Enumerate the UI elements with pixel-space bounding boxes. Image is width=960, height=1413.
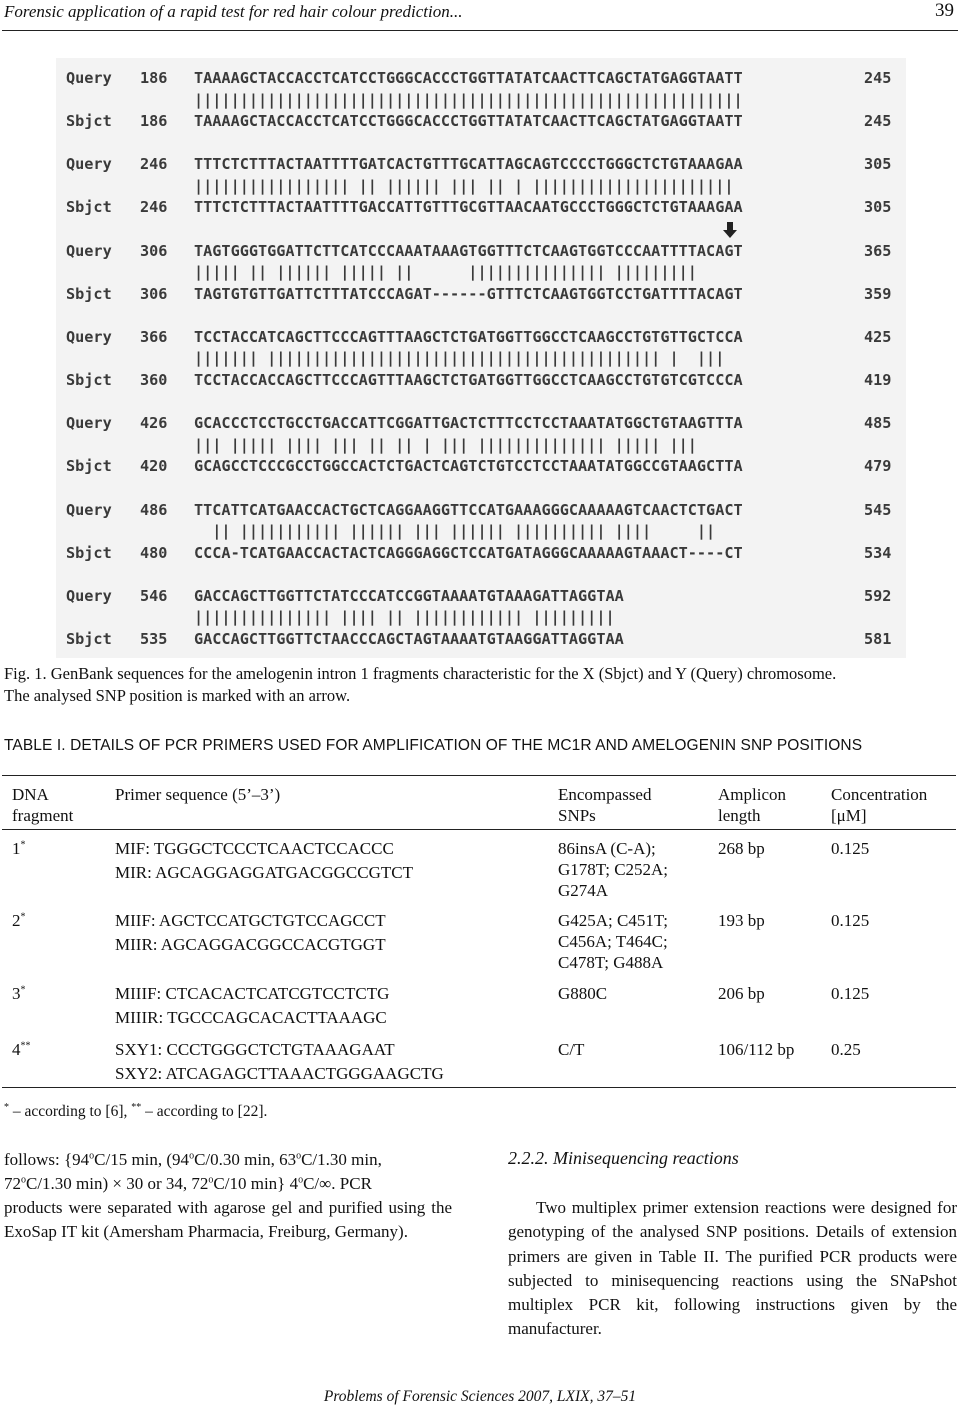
subject-label: Sbjct (66, 112, 112, 130)
header-rule (2, 30, 958, 31)
subject-label: Sbjct (66, 543, 112, 562)
match-bars: || ||||||||||| |||||| ||| |||||| |||||||||| |||| || (194, 522, 716, 540)
query-label: Query (66, 69, 112, 87)
footnote-mark-2: ** (131, 1101, 142, 1113)
query-end: 592 (864, 586, 892, 605)
header-conc-line-2: [μM] (831, 806, 867, 825)
cell-snps (558, 910, 668, 973)
query-sequence: TTTCTCTTTACTAATTTTGATCACTGTTTGCATTAGCAGTCCCCTGGGCTCTGTAAAGAA (194, 155, 743, 174)
query-sequence: TCCTACCATCAGCTTCCCAGTTTAAGCTCTGATGGTTGGCCTCAAGCCTGTGTTGCTCCA (194, 327, 743, 346)
snp-arrow-icon (723, 222, 737, 238)
match-bars: ||||||||||||||||| || |||||| ||| || | |||||||||||||||||||||| (194, 176, 734, 195)
cell-snps (558, 1039, 584, 1060)
query-sequence: GACCAGCTTGGTTCTATCCCATCCGGTAAAATGTAAAGATTAGGTAA (194, 586, 624, 605)
match-bars: ||||| || |||||| ||||| || ||||||||||||||| ||||||||| (194, 263, 697, 282)
subject-end: 359 (864, 284, 892, 303)
subject-sequence: CCCA-TCATGAACCACTACTCAGGGAGGCTCCATGATAGGGCAAAAAGTAAACT----CT (194, 543, 743, 562)
query-end: 425 (864, 327, 892, 346)
match-bars: |||||||||||||||||||||||||||||||||||||||||||||||||||||||||||| (194, 90, 743, 109)
cell-primers (115, 1039, 444, 1087)
query-start: 426 (140, 414, 168, 433)
subject-sequence: TCCTACCACCAGCTTCCCAGTTTAAGCTCTGATGGTTGGCCTCAAGCCTGTGTCGTCCCA (194, 370, 743, 389)
query-label: Query (66, 414, 112, 433)
cell-snps (558, 838, 668, 901)
alignment-figure (56, 58, 906, 658)
footnote-text-2: – according to [22]. (141, 1103, 268, 1120)
cell-concentration: 0.25 (831, 1040, 861, 1059)
snp-entry: C478T; G488A (558, 953, 664, 972)
snp-entry: G880C (558, 984, 608, 1003)
subject-label: Sbjct (66, 629, 112, 648)
subject-sequence: GCAGCCTCCCGCCTGGCCACTCTGACTCAGTCTGTCCTCCTAAATATGGCCGTAAGCTTA (194, 457, 743, 476)
table-bottom-rule (2, 1087, 956, 1088)
primer-sequence: SXY1: CCCTGGGCTCTGTAAAGAAT (115, 1040, 395, 1059)
query-end: 485 (864, 414, 892, 433)
primer-sequence: MIIF: AGCTCCATGCTGTCCAGCCT (115, 911, 386, 930)
query-end: 545 (864, 500, 892, 519)
header-amplicon-line-2: length (718, 806, 761, 825)
pcr-conditions-line-1: follows: {94$^o$C/15 min, (94$^o$C/0.30 min, 63$^o$C/1.30 min, (4, 1150, 382, 1169)
header-snps-line-2: SNPs (558, 806, 596, 825)
figure-caption (4, 663, 959, 707)
query-sequence: TTCATTCATGAACCACTGCTCAGGAAGGTTCCATGAAAGGGCAAAAAGTCAACTCTGACT (194, 500, 743, 519)
query-start: 546 (140, 586, 168, 605)
cell-concentration: 0.125 (831, 839, 870, 858)
query-end: 245 (864, 69, 892, 87)
header-snps-line-1: Encompassed (558, 785, 652, 804)
subject-end: 534 (864, 543, 892, 562)
cell-concentration: 0.125 (831, 911, 870, 930)
subject-end: 581 (864, 629, 892, 648)
snp-entry: G178T; C252A; (558, 860, 669, 879)
header-conc-line-1: Concentration (831, 785, 928, 804)
cell-amplicon: 106/112 bp (718, 1040, 795, 1059)
query-start: 306 (140, 241, 168, 260)
query-sequence: GCACCCTCCTGCCTGACCATTCGGATTGACTCTTTCCTCCTAAATATGGCTGTAAGTTTA (194, 414, 743, 433)
subject-end: 245 (864, 112, 892, 130)
section-heading: 2.2.2. Minisequencing reactions (508, 1148, 739, 1168)
figure-caption-line-1: Fig. 1. GenBank sequences for the amelogenin intron 1 fragments characteristic for the X (Sbjct) and Y (Query) chromosome. (4, 664, 837, 683)
left-column-text (4, 1148, 452, 1244)
query-end: 305 (864, 155, 892, 174)
query-label: Query (66, 327, 112, 346)
primer-sequence: MIIIF: CTCACACTCATCGTCCTCTG (115, 984, 390, 1003)
subject-start: 480 (140, 543, 168, 562)
subject-start: 246 (140, 198, 168, 217)
cell-primers (115, 910, 386, 958)
query-sequence: TAAAAGCTACCACCTCATCCTGGGCACCCTGGTTATATCAACTTCAGCTATGAGGTAATT (194, 69, 743, 87)
cell-fragment: 4** (12, 1040, 31, 1059)
cell-amplicon: 268 bp (718, 839, 765, 858)
cell-fragment: 3* (12, 984, 26, 1003)
subject-start: 420 (140, 457, 168, 476)
subject-start: 535 (140, 629, 168, 648)
cell-amplicon: 193 bp (718, 911, 765, 930)
match-bars: ||||||| ||||||||||||||||||||||||||||||||||||||||||| | ||| (194, 349, 725, 368)
query-label: Query (66, 586, 112, 605)
cell-concentration: 0.125 (831, 984, 870, 1003)
table-footnote (4, 1103, 267, 1121)
header-amplicon-line-1: Amplicon (718, 785, 786, 804)
cell-amplicon: 206 bp (718, 984, 765, 1003)
snp-entry: C/T (558, 1040, 585, 1059)
header-fragment-line-1: DNA (12, 785, 49, 804)
subject-label: Sbjct (66, 284, 112, 303)
query-label: Query (66, 155, 112, 174)
running-header-title: Forensic application of a rapid test for red hair colour prediction... (4, 2, 463, 21)
query-start: 366 (140, 327, 168, 346)
match-bars: ||||||||||||||| |||| || |||||||||||| ||||||||| (194, 608, 615, 627)
primer-sequence: MIR: AGCAGGAGGATGACGGCCGTCT (115, 863, 413, 882)
header-fragment (12, 784, 73, 826)
subject-label: Sbjct (66, 198, 112, 217)
query-label: Query (66, 500, 112, 519)
subject-sequence: TAGTGTGTTGATTCTTTATCCCAGAT------GTTTCTCAAGTGGTCCTGATTTTACAGT (194, 284, 743, 303)
subject-end: 479 (864, 457, 892, 476)
snp-entry: G274A (558, 881, 609, 900)
snp-entry: G425A; C451T; (558, 911, 669, 930)
cell-fragment: 1* (12, 839, 26, 858)
match-bars: ||| ||||| |||| ||| || || | ||| |||||||||||||| ||||| ||| (194, 435, 697, 454)
query-start: 246 (140, 155, 168, 174)
query-start: 486 (140, 500, 168, 519)
query-sequence: TAGTGGGTGGATTCTTCATCCCAAATAAAGTGGTTTCTCAAGTGGTCCCAATTTTACAGT (194, 241, 743, 260)
cell-fragment: 2* (12, 911, 26, 930)
subject-end: 305 (864, 198, 892, 217)
primer-sequence: MIIR: AGCAGGACGGCCACGTGGT (115, 935, 386, 954)
subject-start: 306 (140, 284, 168, 303)
subject-end: 419 (864, 370, 892, 389)
pcr-conditions-line-2: 72$^o$C/1.30 min) × 30 or 34, 72$^o$C/10 min} 4$^o$C/∞. PCR (4, 1174, 372, 1193)
subject-sequence: TAAAAGCTACCACCTCATCCTGGGCACCCTGGTTATATCAACTTCAGCTATGAGGTAATT (194, 112, 743, 130)
subject-label: Sbjct (66, 457, 112, 476)
table-title: TABLE I. DETAILS OF PCR PRIMERS USED FOR AMPLIFICATION OF THE MC1R AND AMELOGENIN SNP POSITIONS (4, 737, 863, 754)
cell-primers (115, 838, 413, 886)
header-primer: Primer sequence (5’–3’) (115, 785, 281, 804)
subject-sequence: GACCAGCTTGGTTCTAACCCAGCTAGTAAAATGTAAGGATTAGGTAA (194, 629, 624, 648)
subject-start: 360 (140, 370, 168, 389)
figure-caption-line-2: The analysed SNP position is marked with an arrow. (4, 686, 351, 705)
table-top-rule (2, 775, 956, 776)
subject-label: Sbjct (66, 370, 112, 389)
subject-start: 186 (140, 112, 168, 130)
journal-footer: Problems of Forensic Sciences 2007, LXIX, 37–51 (323, 1388, 637, 1405)
primer-sequence: MIF: TGGGCTCCCTCAACTCCACCC (115, 839, 394, 858)
primer-sequence: SXY2: ATCAGAGCTTAAACTGGGAAGCTG (115, 1064, 444, 1083)
cell-snps (558, 983, 607, 1004)
header-concentration (831, 784, 927, 826)
header-amplicon (718, 784, 786, 826)
query-label: Query (66, 241, 112, 260)
subject-sequence: TTTCTCTTTACTAATTTTGACCATTGTTTGCGTTAACAATGCCCTGGGCTCTGTAAAGAA (194, 198, 743, 217)
header-fragment-line-2: fragment (12, 806, 74, 825)
cell-primers (115, 983, 389, 1031)
footnote-mark-1: * (4, 1101, 9, 1113)
query-start: 186 (140, 69, 168, 87)
table-header-rule (2, 829, 956, 830)
snp-entry: C456A; T464C; (558, 932, 668, 951)
query-end: 365 (864, 241, 892, 260)
snp-entry: 86insA (C-A); (558, 839, 656, 858)
page-number: 39 (935, 0, 954, 21)
primer-sequence: MIIIR: TGCCCAGCACACTTAAAGC (115, 1008, 387, 1027)
footnote-text-1: – according to [6], (9, 1103, 132, 1120)
header-snps (558, 784, 651, 826)
right-column-paragraph: Two multiplex primer extension reactions were designed for genotyping of the analysed SNP positions. Details of extension primers are given in Table II. The purified PCR products were subjected to minisequencing reactions using the SNaPshot multiplex PCR kit, following instructions given by the manufacturer. (508, 1198, 957, 1339)
pcr-conditions-rest: products were separated with agarose gel and purified using the ExoSap IT kit (Amersham Pharmacia, Freiburg, Germany). (4, 1198, 452, 1241)
